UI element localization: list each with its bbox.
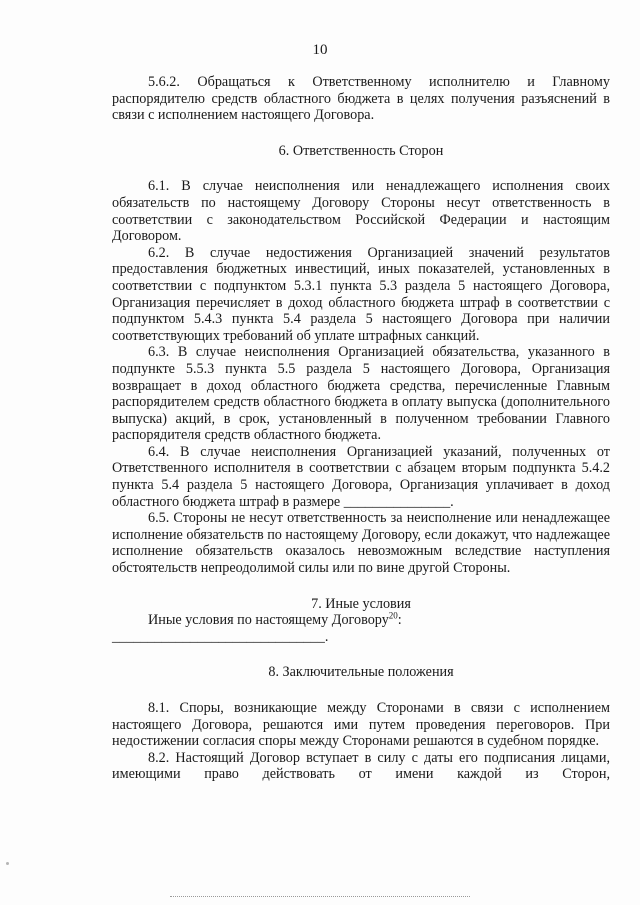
paragraph-6-4: 6.4. В случае неисполнения Организацией указаний, полученных от Ответственного исполнителя в соответствии с абзацем вторым подпункта 5.4.2 пункта 5.4 раздела 5 настоящего Договора, Организация уплачивает в доход областного бюджета штраф в размере _______________. — [112, 443, 610, 510]
section-8-heading: 8. Заключительные положения — [268, 664, 454, 681]
other-conditions-blank: : ______________________________. — [112, 612, 402, 645]
scan-margin-mark — [6, 862, 9, 865]
footnote-reference: 20 — [388, 610, 398, 621]
section-6-heading: 6. Ответственность Сторон — [278, 142, 444, 159]
scan-footer-dots — [170, 895, 470, 897]
paragraph-6-3: 6.3. В случае неисполнения Организацией обязательства, указанного в подпункте 5.5.3 пункта 5.5 раздела 5 настоящего Договора, Организация возвращает в доход областного бюджета средства, перечисленные Главным распорядителем средств областного бюджета в оплату выпуска (дополнительного выпуска) акций, в срок, установленный в полученном требовании Главного распорядителя средств областного бюджета. — [112, 344, 610, 444]
document-body — [112, 74, 610, 783]
paragraph-6-5: 6.5. Стороны не несут ответственность за неисполнение или ненадлежащее исполнение обязательств по настоящему Договору, если докажут, что надлежащее исполнение обязательств оказалось невозможным вследствие наступления обстоятельств непреодолимой силы или по вине другой Стороны. — [112, 510, 610, 577]
paragraph-8-2: 8.2. Настоящий Договор вступает в силу с даты его подписания лицами, имеющими право действовать от имени каждой из Сторон, — [112, 749, 610, 783]
paragraph-5-6-2: 5.6.2. Обращаться к Ответственному исполнителю и Главному распорядителю средств областного бюджета в целях получения разъяснений в связи с исполнением настоящего Договора. — [112, 74, 610, 124]
paragraph-7-other-conditions — [112, 612, 610, 645]
other-conditions-text: Иные условия по настоящему Договору — [148, 612, 389, 629]
page-number: 10 — [312, 42, 328, 58]
paragraph-8-1: 8.1. Споры, возникающие между Сторонами в связи с исполнением настоящего Договора, решаются ими путем проведения переговоров. При недостижении согласия споры между Сторонами решаются в судебном порядке. — [112, 700, 610, 750]
section-7-heading: 7. Иные условия — [311, 595, 411, 612]
paragraph-6-2: 6.2. В случае недостижения Организацией значений результатов предоставления бюджетных инвестиций, иных показателей, установленных в соответствии с подпунктом 5.3.1 пункта 5.3 раздела 5 настоящего Договора, Организация перечисляет в доход областного бюджета штраф в соответствии с подпунктом 5.4.3 пункта 5.4 раздела 5 настоящего Договора при наличии соответствующих требований об уплате штрафных санкций. — [112, 244, 610, 344]
paragraph-6-1: 6.1. В случае неисполнения или ненадлежащего исполнения своих обязательств по настоящему Договору Стороны несут ответственность в соответствии с законодательством Российской Федерации и настоящим Договором. — [112, 178, 610, 245]
